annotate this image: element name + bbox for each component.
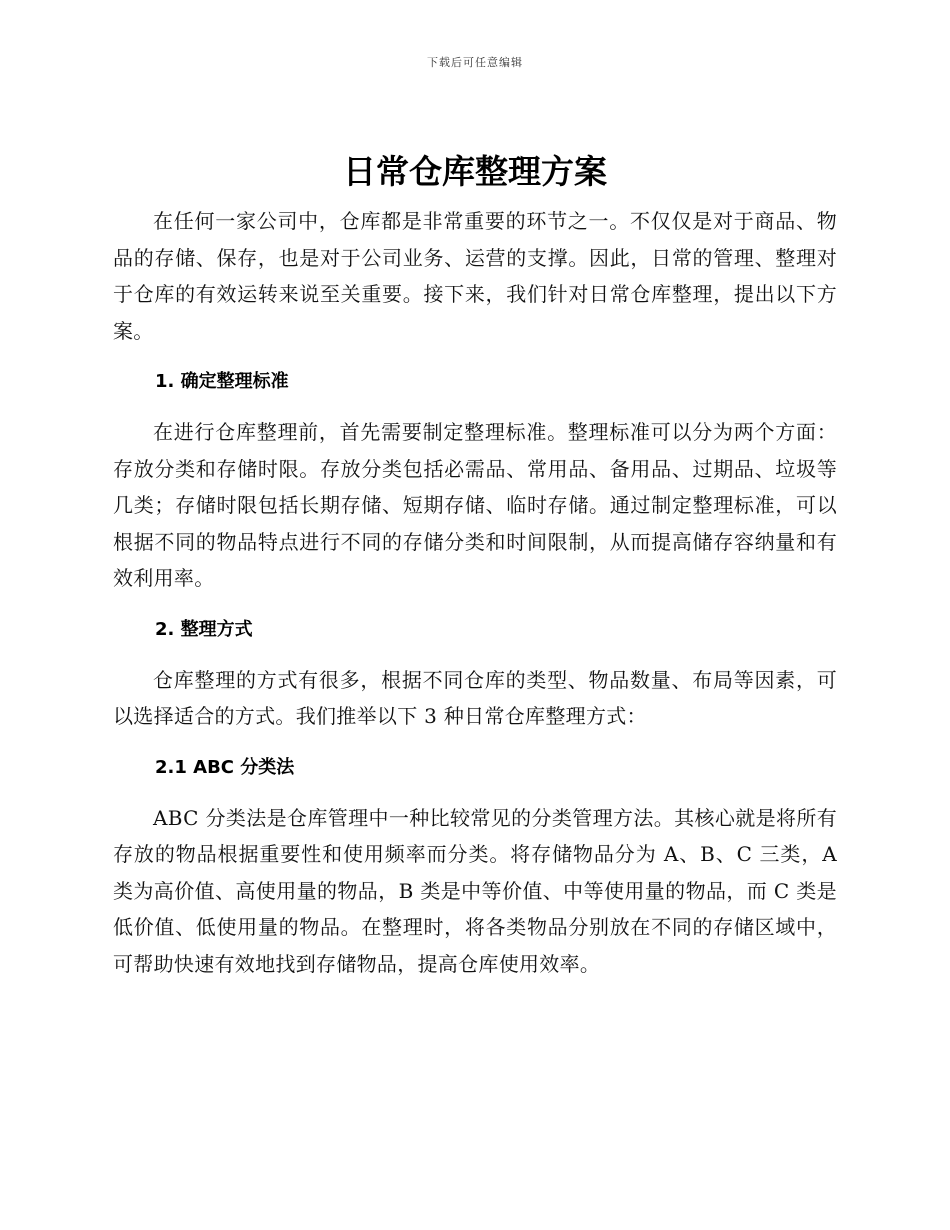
document-title: 日常仓库整理方案: [343, 152, 607, 191]
spacer: [113, 597, 837, 612]
section-heading-standards: 1. 确定整理标准: [155, 371, 289, 392]
spacer: [113, 400, 837, 414]
spacer: [113, 349, 837, 364]
section-body-methods: 仓库整理的方式有很多，根据不同仓库的类型、物品数量、布局等因素，可以选择适合的方式。我们推举以下 3 种日常仓库整理方式：: [113, 667, 837, 728]
document-body: [113, 203, 837, 982]
section-heading-abc: 2.1 ABC 分类法: [155, 756, 295, 778]
section-heading-methods: 2. 整理方式: [155, 618, 253, 640]
section-body-standards: 在进行仓库整理前，首先需要制定整理标准。整理标准可以分为两个方面：存放分类和存储时限。存放分类包括必需品、常用品、备用品、过期品、垃圾等几类；存储时限包括长期存储、短期存储、临时存储。通过制定整理标准，可以根据不同的物品特点进行不同的存储分类和时间限制，从而提高储存容纳量和有效利用率。: [113, 420, 837, 590]
spacer: [113, 786, 837, 800]
spacer: [113, 648, 837, 662]
intro-paragraph: 在任何一家公司中，仓库都是非常重要的环节之一。不仅仅是对于商品、物品的存储、保存，也是对于公司业务、运营的支撑。因此，日常的管理、整理对于仓库的有效运转来说至关重要。接下来，我们针对日常仓库整理，提出以下方案。: [113, 209, 837, 343]
spacer: [113, 735, 837, 750]
section-body-abc: ABC 分类法是仓库管理中一种比较常见的分类管理方法。其核心就是将所有存放的物品根据重要性和使用频率而分类。将存储物品分为 A、B、C 三类，A 类为高价值、高使用量的物品，B 类是中等价值、中等使用量的物品，而 C 类是低价值、低使用量的物品。在整理时，将各类物品分别放在不同的存储区域中，可帮助快速有效地找到存储物品，提高仓库使用效率。: [113, 805, 837, 976]
page-header-note: 下载后可任意编辑: [427, 56, 523, 69]
